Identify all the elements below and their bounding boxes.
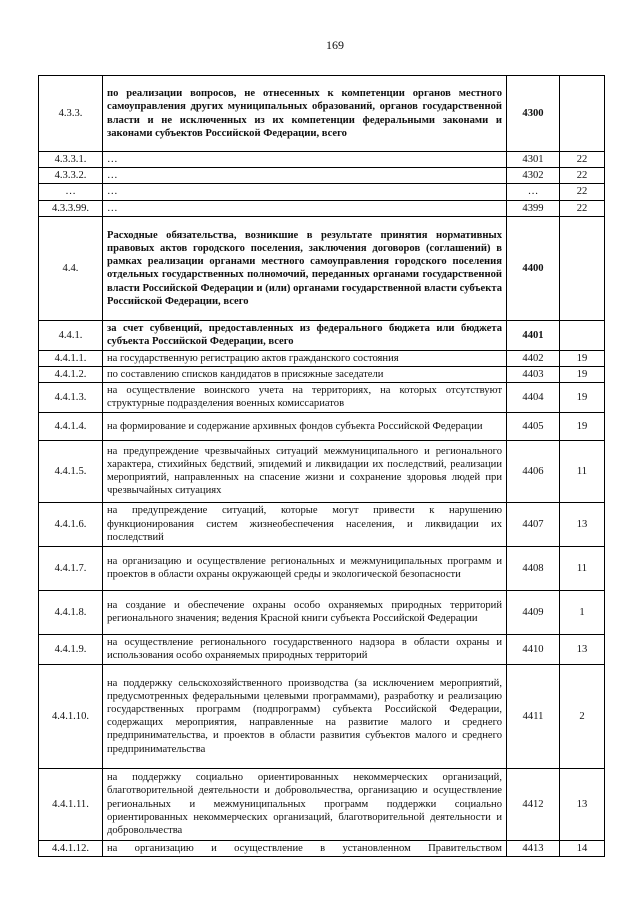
row-code: 4399 xyxy=(507,200,560,216)
row-reference xyxy=(560,76,605,152)
row-text: на осуществление регионального государственного надзора в области охраны и использования особо охраняемых природных территорий xyxy=(103,634,507,664)
row-number: 4.4.1.6. xyxy=(39,502,103,546)
table-row xyxy=(39,367,605,383)
row-number: 4.4.1.2. xyxy=(39,367,103,383)
table-row xyxy=(39,152,605,168)
row-reference: 11 xyxy=(560,440,605,502)
row-reference: 1 xyxy=(560,590,605,634)
row-reference: 11 xyxy=(560,546,605,590)
row-text: за счет субвенций, предоставленных из федерального бюджета или бюджета субъекта Российской Федерации, всего xyxy=(103,320,507,350)
table-row xyxy=(39,590,605,634)
row-number: 4.3.3. xyxy=(39,76,103,152)
row-text: на государственную регистрацию актов гражданского состояния xyxy=(103,350,507,366)
row-text: … xyxy=(103,152,507,168)
table-row xyxy=(39,383,605,412)
row-code: 4302 xyxy=(507,168,560,184)
row-reference: 14 xyxy=(560,840,605,856)
row-text: на организацию и осуществление в установленном Правительством xyxy=(103,840,507,856)
row-reference: 13 xyxy=(560,502,605,546)
row-text: на осуществление воинского учета на территориях, на которых отсутствуют структурные подразделения военных комиссариатов xyxy=(103,383,507,412)
row-text: на предупреждение ситуаций, которые могут привести к нарушению функционирования систем жизнеобеспечения населения, и ликвидации их последствий xyxy=(103,502,507,546)
row-code: 4301 xyxy=(507,152,560,168)
row-number: 4.4.1.10. xyxy=(39,664,103,768)
row-code: 4410 xyxy=(507,634,560,664)
row-reference: 22 xyxy=(560,152,605,168)
row-reference: 19 xyxy=(560,350,605,366)
row-reference: 22 xyxy=(560,168,605,184)
row-code: 4401 xyxy=(507,320,560,350)
row-text: на предупреждение чрезвычайных ситуаций межмуниципального и регионального характера, стихийных бедствий, эпидемий и ликвидации их последствий, реализации мероприятий, направленных на спасение жизни и сохранение здоровья людей при чрезвычайных ситуациях xyxy=(103,440,507,502)
row-number: 4.3.3.2. xyxy=(39,168,103,184)
table-row xyxy=(39,320,605,350)
row-reference: 2 xyxy=(560,664,605,768)
obligations-table xyxy=(38,75,605,857)
row-text: на формирование и содержание архивных фондов субъекта Российской Федерации xyxy=(103,412,507,440)
row-text: … xyxy=(103,168,507,184)
row-text: на организацию и осуществление региональных и межмуниципальных программ и проектов в области охраны окружающей среды и экологической безопасности xyxy=(103,546,507,590)
row-number: 4.4.1.4. xyxy=(39,412,103,440)
row-text: … xyxy=(103,200,507,216)
row-number: 4.4.1.8. xyxy=(39,590,103,634)
row-number: 4.4.1.11. xyxy=(39,768,103,840)
row-number: 4.4. xyxy=(39,216,103,320)
row-reference: 19 xyxy=(560,367,605,383)
row-reference xyxy=(560,216,605,320)
table-row xyxy=(39,184,605,200)
row-code: 4407 xyxy=(507,502,560,546)
row-code: 4404 xyxy=(507,383,560,412)
table-row xyxy=(39,634,605,664)
row-code: 4403 xyxy=(507,367,560,383)
row-text: Расходные обязательства, возникшие в результате принятия нормативных правовых актов городского поселения, заключения договоров (соглашений) в рамках реализации органами местного самоуправления городского поселения отдельных государственных полномочий, переданных органами государственной власти Российской Федерации и (или) органами государственной власти субъекта Российской Федерации, всего xyxy=(103,216,507,320)
row-number: … xyxy=(39,184,103,200)
row-number: 4.4.1.7. xyxy=(39,546,103,590)
row-code: 4402 xyxy=(507,350,560,366)
row-code: 4400 xyxy=(507,216,560,320)
row-reference: 22 xyxy=(560,184,605,200)
page-number: 169 xyxy=(326,38,344,52)
row-code: 4408 xyxy=(507,546,560,590)
table-row xyxy=(39,440,605,502)
row-number: 4.4.1.12. xyxy=(39,840,103,856)
table-row xyxy=(39,350,605,366)
row-text: на создание и обеспечение охраны особо охраняемых природных территорий регионального значения; ведения Красной книги субъекта Российской Федерации xyxy=(103,590,507,634)
row-reference: 22 xyxy=(560,200,605,216)
row-code: 4405 xyxy=(507,412,560,440)
row-number: 4.4.1.1. xyxy=(39,350,103,366)
table-body xyxy=(39,76,605,857)
table-row xyxy=(39,546,605,590)
row-code: 4300 xyxy=(507,76,560,152)
table-row xyxy=(39,168,605,184)
row-number: 4.4.1.9. xyxy=(39,634,103,664)
row-code: 4413 xyxy=(507,840,560,856)
row-reference: 13 xyxy=(560,768,605,840)
row-text: по составлению списков кандидатов в присяжные заседатели xyxy=(103,367,507,383)
row-number: 4.4.1.3. xyxy=(39,383,103,412)
row-number: 4.3.3.99. xyxy=(39,200,103,216)
row-code: 4411 xyxy=(507,664,560,768)
row-text: на поддержку социально ориентированных некоммерческих организаций, благотворительной деятельности и добровольчества, организацию и осуществление региональных и межмуниципальных программ поддержки социально ориентированных некоммерческих организаций, благотворительной деятельности и добровольчества xyxy=(103,768,507,840)
row-number: 4.3.3.1. xyxy=(39,152,103,168)
row-code: … xyxy=(507,184,560,200)
row-code: 4406 xyxy=(507,440,560,502)
row-text: на поддержку сельскохозяйственного производства (за исключением мероприятий, предусмотренных федеральными целевыми программами), разработку и реализацию государственных программ (подпрограмм) субъекта Российской Федерации, содержащих мероприятия, направленные на развитие малого и среднего предпринимательства, и проектов в области развития субъектов малого и среднего предпринимательства xyxy=(103,664,507,768)
row-code: 4409 xyxy=(507,590,560,634)
table-row xyxy=(39,216,605,320)
row-text: … xyxy=(103,184,507,200)
row-number: 4.4.1.5. xyxy=(39,440,103,502)
table-row xyxy=(39,412,605,440)
table-row xyxy=(39,200,605,216)
row-reference: 19 xyxy=(560,383,605,412)
table-row xyxy=(39,840,605,856)
table-row xyxy=(39,664,605,768)
row-text: по реализации вопросов, не отнесенных к компетенции органов местного самоуправления других муниципальных образований, органов государственной власти и не исключенных из их компетенции федеральными законами и законами субъектов Российской Федерации, всего xyxy=(103,76,507,152)
row-code: 4412 xyxy=(507,768,560,840)
row-reference: 19 xyxy=(560,412,605,440)
table-row xyxy=(39,768,605,840)
row-number: 4.4.1. xyxy=(39,320,103,350)
row-reference xyxy=(560,320,605,350)
row-reference: 13 xyxy=(560,634,605,664)
table-row xyxy=(39,76,605,152)
table-row xyxy=(39,502,605,546)
